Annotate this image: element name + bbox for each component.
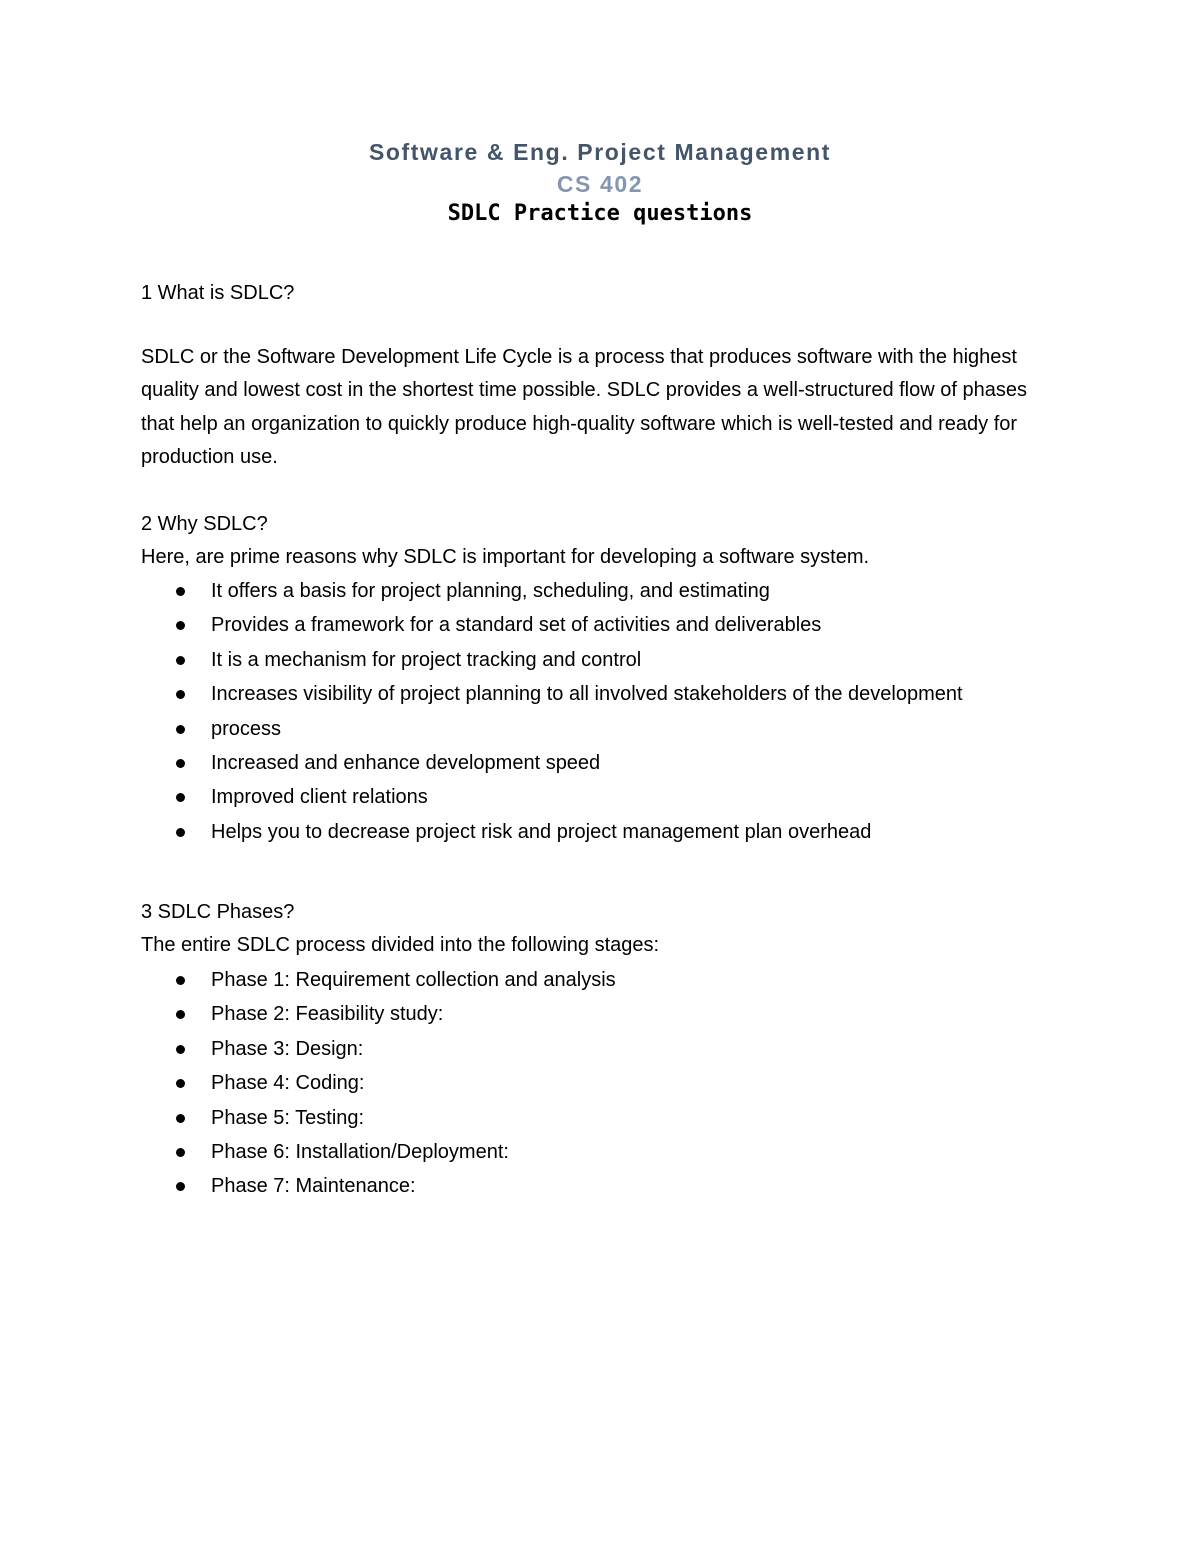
bullet-icon: [176, 759, 185, 768]
bullet-icon: [176, 1148, 185, 1157]
list-item: [141, 1066, 1081, 1100]
list-item: [141, 1032, 1081, 1066]
list-item: [141, 746, 1081, 780]
list-item: [141, 1169, 1081, 1203]
list-item-text: Phase 2: Feasibility study:: [211, 1003, 444, 1026]
bullet-icon: [176, 725, 185, 734]
course-code: CS 402: [556, 171, 644, 197]
bullet-icon: [176, 793, 185, 802]
bullet-icon: [176, 1079, 185, 1088]
list-item: [141, 963, 1081, 997]
bullet-icon: [176, 621, 185, 630]
question-2-intro: Here, are prime reasons why SDLC is important for developing a software system.: [141, 546, 870, 568]
list-item: [141, 677, 1081, 711]
list-item-text: It is a mechanism for project tracking and control: [211, 648, 642, 671]
bullet-icon: [176, 1114, 185, 1123]
question-3-heading: 3 SDLC Phases?: [141, 901, 295, 923]
list-item-text: Phase 6: Installation/Deployment:: [211, 1140, 509, 1163]
bullet-icon: [176, 1182, 185, 1191]
list-item-text: It offers a basis for project planning, scheduling, and estimating: [211, 580, 770, 602]
list-item: [141, 1135, 1081, 1169]
list-item-text: Phase 5: Testing:: [211, 1106, 365, 1129]
sdlc-phases-list: [141, 963, 1081, 1204]
list-item-text: Provides a framework for a standard set of activities and deliverables: [211, 614, 822, 637]
bullet-icon: [176, 1010, 185, 1019]
list-item: [141, 780, 1081, 814]
list-item-text: Phase 4: Coding:: [211, 1072, 365, 1095]
question-2-heading: 2 Why SDLC?: [141, 513, 268, 535]
list-item-text: Phase 3: Design:: [211, 1037, 364, 1060]
list-item: [141, 712, 1081, 746]
bullet-icon: [176, 587, 185, 596]
bullet-icon: [176, 656, 185, 665]
question-1-answer: SDLC or the Software Development Life Cycle is a process that produces software with the highest quality and lowest cost in the shortest time possible. SDLC provides a well-structured flow of phases that help an organization to quickly produce high-quality software which is well-tested and ready for production use.: [141, 346, 1027, 468]
list-item: [141, 815, 1081, 849]
list-item-text: Phase 1: Requirement collection and analysis: [211, 969, 616, 991]
list-item-text: Phase 7: Maintenance:: [211, 1175, 416, 1198]
bullet-icon: [176, 828, 185, 837]
list-item-text: Increases visibility of project planning to all involved stakeholders of the development: [211, 683, 963, 706]
list-item: [141, 608, 1081, 642]
list-item: [141, 574, 1081, 608]
list-item-text: Improved client relations: [211, 786, 428, 809]
sdlc-reasons-list: [141, 574, 1081, 849]
question-3-intro: The entire SDLC process divided into the following stages:: [141, 934, 660, 956]
bullet-icon: [176, 1045, 185, 1054]
bullet-icon: [176, 976, 185, 985]
list-item: [141, 643, 1081, 677]
list-item: [141, 1101, 1081, 1135]
document-title: SDLC Practice questions: [447, 201, 753, 226]
list-item-text: Helps you to decrease project risk and project management plan overhead: [211, 820, 872, 843]
course-title: Software & Eng. Project Management: [368, 139, 832, 165]
bullet-icon: [176, 690, 185, 699]
question-1-heading: 1 What is SDLC?: [141, 282, 295, 304]
list-item-text: process: [211, 717, 282, 740]
list-item-text: Increased and enhance development speed: [211, 751, 601, 774]
list-item: [141, 997, 1081, 1031]
